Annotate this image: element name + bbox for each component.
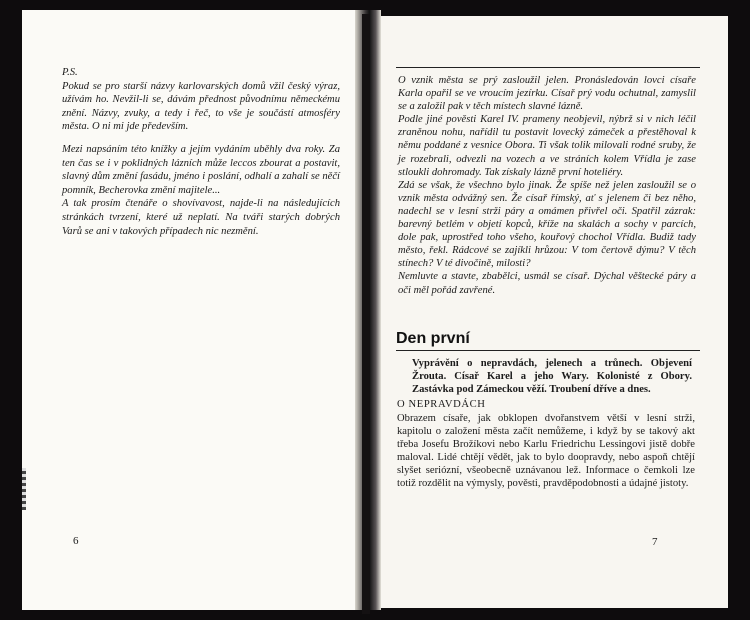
chapter-rule	[396, 350, 700, 351]
left-page-text	[62, 66, 340, 247]
intro-paragraph-4: Nemluvte a stavte, zbabělci, usmál se císař. Dýchal věštecké páry a oči měl pořád zavřené.	[398, 271, 696, 296]
ps-label: P.S.	[62, 67, 78, 78]
intro-paragraph-2: Podle jiné pověsti Karel IV. prameny neobjevil, nýbrž si v nich léčil zraněnou nohu, nařídil tu postavit lovecký zámeček a přestěhoval k němu poddané z vesnice Obora. Ti však tolik milovali rodné sruby, že je rozebrali, odvezli na vozech a ve stráních kolem Vřídla je zase stloukli dohromady. Tak získaly lázně první hoteliéry.	[398, 114, 696, 178]
right-intro-text	[398, 74, 696, 297]
left-paragraph-1: Pokud se pro starší názvy karlovarských domů vžil český výraz, užívám ho. Nevžil-li se, dávám přednost původnímu německému znění. Názvy, zvuky, a tedy i řeč, to vše je součástí atmosféry města. O ni mi jde především.	[62, 80, 340, 133]
left-paragraph-2: Mezi napsáním této knížky a jejím vydáním uběhly dva roky. Za ten čas se i v poklidných lázních může leccos zbourat a postavit, slavný dům změní fasádu, jméno i poslání, odhalí a zahalí se něčí pomník, Becherovka změní majitele...	[62, 143, 340, 196]
intro-paragraph-3: Zdá se však, že všechno bylo jinak. Že spíše než jelen zasloužil se o vznik města odvážný sen. Že císař římský, ať s jelenem či bez něho, nadechl se v lesní strži páry a omámen přivřel oči. Spatřil zázrak: barevný betlém v objetí kopců, kříže na skalách a sochy v parcích, dole pak, uprostřed toho všeho, kouřový chochol Vřídla. Budiž tady město, řekl. Rádcové se zajíkli hrůzou: V tom čertově dýmu? V těch stínech? V té divočině, milosti?	[398, 179, 696, 270]
spine-shadow	[362, 14, 370, 614]
page-edge-marker	[22, 468, 26, 510]
page-number-left: 6	[73, 535, 79, 547]
page-number-right: 7	[652, 536, 658, 548]
top-rule	[396, 67, 700, 68]
chapter-title: Den první	[396, 330, 470, 347]
chapter-summary: Vyprávění o nepravdách, jelenech a trůnech. Objevení Žrouta. Císař Karel a jeho Wary. Kolonisté z Obory. Zastávka pod Zámeckou věží. Troubení dříve a dnes.	[412, 358, 692, 395]
left-paragraph-3: A tak prosím čtenáře o shovívavost, najde-li na následujících stránkách tvrzení, které už neplatí. Na tváři starých dobrých Varů se ani v takových případech nic nezmění.	[62, 198, 340, 237]
intro-paragraph-1: O vznik města se prý zasloužil jelen. Pronásledován lovci císaře Karla opařil se ve vroucím jezírku. Císař prý vodu ochutnal, zamyslil se a založil pak v těch místech slavné lázně.	[398, 75, 696, 113]
section-body: Obrazem císaře, jak obklopen dvořanstvem větší v lesní strži, kapitolu o založení města začít nemůžeme, i když by se takový akt třeba Josefu Brožíkovi nebo Karlu Friedrichu Lessingovi jistě dobře maloval. Lidé chtějí vědět, jak to bylo doopravdy, nebo aspoň chtějí slyšet seriózní, všeobecně uznávanou lež. Informace o čemkoli lze totiž rozdělit na výmysly, pověsti, pravděpodobnosti a údajné jistoty.	[397, 413, 695, 490]
section-heading: O NEPRAVDÁCH	[397, 399, 486, 410]
